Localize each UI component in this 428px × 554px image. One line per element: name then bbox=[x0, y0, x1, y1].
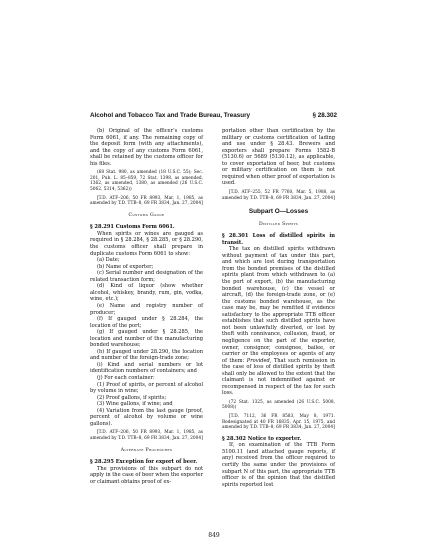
list-item: (g) If gauged under § 28.285, the location and number of the manufacturing bonded warehouse; bbox=[90, 329, 203, 349]
list-item: (d) Kind of liquor (show whether alcohol, whiskey, brandy, rum, gin, vodka, wine, etc.); bbox=[90, 283, 203, 303]
paragraph: If, on examination of the TTB Form 5100.11 (and attached gauge reports, if any) received from the officer required to certify the same under the provisions of subpart N of this part, the appropriate TTB officer is of the opinion that the distilled spirits reported lost bbox=[222, 442, 335, 488]
paragraph: (b) Original of the officer’s customs Form 6061, if any. The remaining copy of the deposit form (with any attachments), and the copy of any customs Form 6061, shall be retained by the customs officer for his files. bbox=[90, 128, 203, 167]
list-item: (i) Kind and serial numbers or lot identification numbers of containers; and bbox=[90, 361, 203, 375]
section-heading-28-301: § 28.301 Loss of distilled spirits in transit. bbox=[222, 233, 335, 246]
center-heading-distilled-spirits: Distilled Spirits bbox=[258, 221, 299, 227]
paragraph-text: The tax on distilled spirits withdrawn without payment of tax under this part, and which are lost during transportation from the bonded premises of the distilled spirits plant from which withdrawn to (a) the port of export, (b) the manufacturing bonded warehouse, (c) the vessel or aircraft, (d) the foreign-trade zone, or (e) the customs bonded warehouse, as the case may be, may be remitted if evidence satisfactory to the appropriate TTB officer establishes that such distilled spirits have not been unlawfully diverted, or lost by theft with connivance, collusion, fraud, or negligence on the part of the exporter, owner, consignor, consignee, bailee, or carrier or the employees or agents of any of them: bbox=[222, 246, 335, 364]
paragraph bbox=[222, 246, 335, 397]
list-item: (e) Name and registry number of producer; bbox=[90, 302, 203, 316]
header-section: § 28.302 bbox=[312, 112, 337, 119]
section-heading-28-302: § 28.302 Notice to exporter. bbox=[222, 435, 302, 442]
list-item: (f) If gauged under § 28.284, the location of the port; bbox=[90, 316, 203, 329]
list-item: (h) If gauged under 28.290, the location and number of the foreign-trade zone; bbox=[90, 348, 203, 362]
proviso-word: Provided, bbox=[246, 357, 272, 364]
list-item: (b) Name of exporter; bbox=[97, 263, 154, 270]
list-item: (c) Serial number and designation of the related transaction form; bbox=[90, 270, 203, 283]
center-heading-customs-gauge: Customs Gauge bbox=[128, 212, 165, 218]
page-number: 849 bbox=[208, 532, 220, 539]
amendment-citation: [T.D. ATF–206, 50 FR 8993, Mar. 1, 1985, as amended by T.D. TTB–8, 69 FR 3834, Jan. 27, 2004] bbox=[90, 195, 203, 207]
list-item: (3) Wine gallons, if wine; and bbox=[97, 401, 173, 408]
center-heading-alternate-procedures: Alternate Procedures bbox=[120, 447, 173, 453]
section-heading-28-291: § 28.291 Customs Form 6061. bbox=[90, 224, 175, 231]
header-title: Alcohol and Tobacco Tax and Trade Bureau, Treasury bbox=[90, 112, 251, 119]
right-column bbox=[222, 128, 335, 488]
list-item: (1) Proof of spirits, or percent of alcohol by volume in wine; bbox=[90, 381, 203, 395]
left-column bbox=[90, 128, 203, 485]
list-item: (a) Date; bbox=[97, 257, 120, 264]
section-heading-28-295: § 28.295 Exception for export of beer. bbox=[90, 459, 198, 466]
list-item: (j) For each container: bbox=[97, 374, 155, 381]
subpart-heading: Subpart O—Losses bbox=[248, 208, 309, 216]
paragraph: The provisions of this subpart do not apply in the case of beer when the exporter or claimant obtains proof of ex- bbox=[90, 465, 203, 485]
amendment-citation: [T.D. ATF–206, 50 FR 8993, Mar. 1, 1985, as amended by T.D. TTB–8, 69 FR 3834, Jan. 27, 2004] bbox=[90, 430, 203, 441]
authority-citation: (72 Stat. 1325, as amended (26 U.S.C. 5008, 5008)) bbox=[222, 399, 335, 411]
paragraph: When spirits or wines are gauged as required in § 28.284, § 28.285, or § 28.290, the customs officer shall prepare in duplicate customs Form 6061 to show: bbox=[90, 230, 203, 257]
authority-citation: (68 Stat. 980, as amended (18 U.S.C. 55); Sec. 201, Pub. L. 85–859, 72 Stat. 1398, as amended, 1362, as amended, 1380, as amended (26 U.S.C. 5062, 5314, 5362)) bbox=[90, 170, 203, 193]
paragraph-text: That such remission in the case of loss of distilled spirits by theft shall only be allowed to the extent that the claimant is not indemnified against or recompensed in respect of the tax for such loss. bbox=[222, 357, 336, 397]
list-item: (2) Proof gallons, if spirits; bbox=[97, 394, 167, 401]
amendment-citation: [T.D. ATF–255, 52 FR 7760, Mar. 5, 1988, as amended by T.D. TTB–8, 69 FR 3834, Jan. 27, 2004] bbox=[222, 189, 335, 201]
running-header bbox=[90, 112, 337, 124]
paragraph: portation other than certification by the military or customs certification of lading and use under § 28.43. Brewers and exporters shall prepare Forms 1582-B (5130.6) or 5689 (5130.12), as applicable, to cover exportation of beer, but customs or military certification on them is not required when other proof of exportation is used. bbox=[222, 128, 335, 187]
amendment-citation: [T.D. 7112, 36 FR 8583, May 8, 1971. Redesignated at 40 FR 16835, Apr. 15, 1975, and amended by T.D. TTB–8, 69 FR 3834, Jan. 27, 2004] bbox=[222, 414, 335, 431]
list-item: (4) Variation from the last gauge (proof, percent of alcohol by volume or wine gallons). bbox=[90, 407, 203, 427]
